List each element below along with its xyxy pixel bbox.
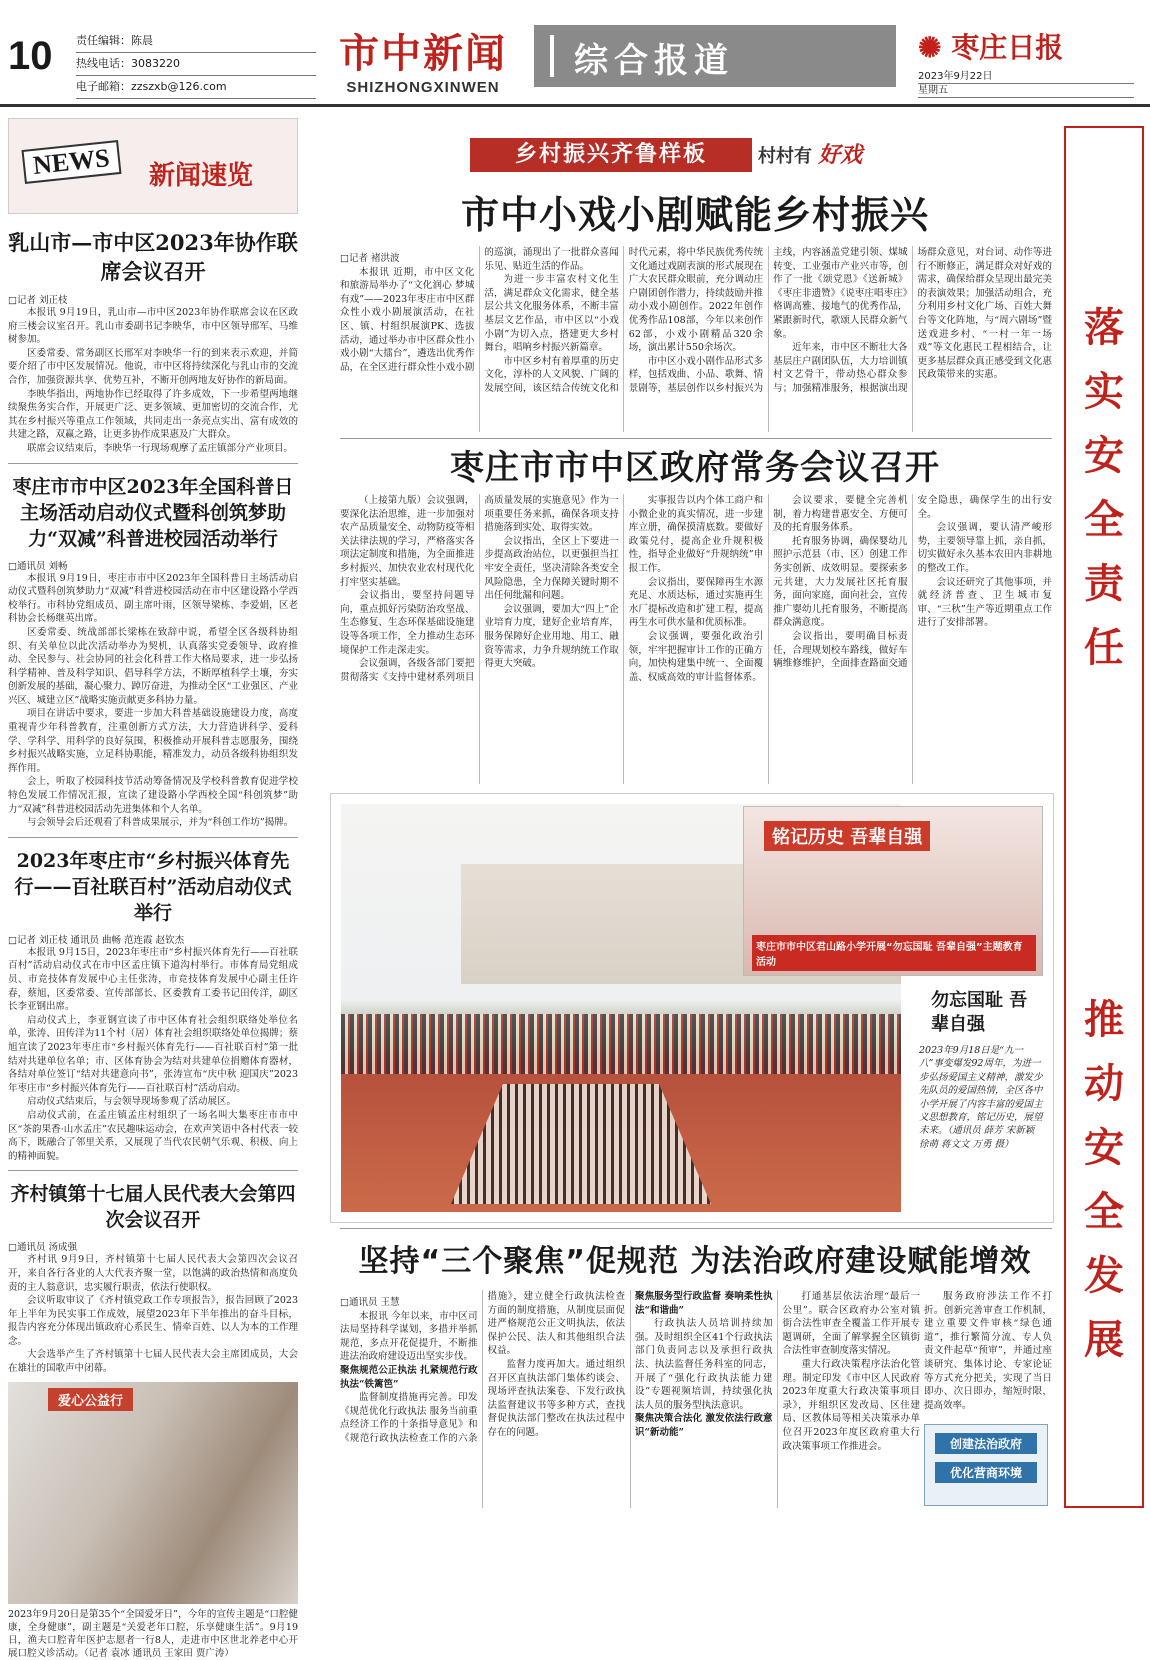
safety-slogan-bar [1064, 126, 1144, 1508]
inset-photo [743, 806, 1043, 976]
news-brief-title: 新闻速览 [149, 161, 254, 191]
news-tag: NEWS [21, 140, 121, 184]
dental-clinic-photo [8, 1382, 298, 1604]
paragraph: 齐村讯 9月9日，齐村镇第十七届人民代表大会第四次会议召开，来自各行各业的人大代表齐聚一堂，以饱满的政治热情和高度负责的主人翁意识，忠实履行职责，依法行使职权。 [8, 1254, 298, 1293]
paragraph: 本报讯 9月19日，枣庄市市中区2023年全国科普日主场活动启动仪式暨科创筑梦助力“双减”科普进校园活动在市中区建设路小学西校举行。市科协党组成员、副主席叶雨，区领导梁栋、李爱娟，区老科协会长杨继英出席。 [8, 572, 298, 625]
paragraph: 启动仪式上，李亚钢宣读了市中区体育社会组织联络处举位名单，张涛、田传洋为11个村（居）体育社会组织联络处单位揭牌；蔡旭宣读了2023年枣庄市“乡村振兴体育先行——百社联百村”第一批结对共建单位名单；市、区体育协会为结对共建单位捐赠体育器材，各结对单位签订“结对共建意向书”，张涛宣布“庆中秋 迎国庆”2023年枣庄市“乡村振兴体育先行——百社联百村”活动启动。 [8, 1014, 298, 1094]
paragraph: 联席会议结束后，李映华一行现场观摩了孟庄镇部分产业项目。 [27, 442, 294, 454]
paragraph: 会议听取审议了《齐村镇党政工作专项报告》，报告回顾了2023年上半年为民实事工作成效，展望2023年下半年推出的奋斗目标，报告内容充分体现出镇政府心系民生、情牵百姓、以人为本的工作理念。 [8, 1295, 298, 1347]
hotline-line: 热线电话：3083220 [76, 53, 316, 76]
masthead [0, 0, 1150, 110]
divider [8, 837, 298, 838]
paragraph: 会议指出，要保障再生水源充足、水质达标，通过实施再生水厂提标改造和扩建工程，提高再生水可供水量和优质标准。 [628, 576, 764, 629]
paragraph: 会议强调，要认清严峻形势，主要领导靠上抓，亲自抓，切实做好永久基本农田内非耕地的整改工作。 [917, 522, 1052, 574]
headline-story2: 枣庄市市中区政府常务会议召开 [450, 448, 940, 488]
page-number: 10 [8, 34, 53, 78]
paragraph: 会议强调，要加大“四上”企业培育力度，建好企业培育库，服务保障好企业用地、用工、融资等需求，力争升规纳统工作取得更大突破。 [484, 603, 619, 670]
paragraph: 重大行政决策程序法治化管理。制定印发《市中区人民政府2023年度重大行政决策事项目录》，并组织区发改局、区住建局、区教体局等相关决策承办单位召开2023年度区政府重大行政决策事项工作推进会。 [782, 1358, 920, 1452]
headline-story1: 市中小戏小剧赋能乡村振兴 [460, 193, 929, 237]
article-title: 齐村镇第十七届人民代表大会第四次会议召开 [10, 1183, 296, 1232]
divider [8, 1170, 298, 1171]
brand-en: SHIZHONGXINWEN [346, 79, 500, 96]
paragraph: （上接第九版）会议强调，要深化法治思维，进一步加强对农产品质量安全、动物防疫等相关法律法规的学习，严格落实各项法定制度和措施，为全面推进乡村振兴、加快农业农村现代化打牢坚实基础。 [340, 495, 475, 588]
rule-of-law-stamp [924, 1424, 1048, 1506]
paragraph: 行政执法人员培训持续加强。及时组织全区41个行政执法部门负责同志以及承担行政执法、执法监督任务科室的同志，开展了“强化行政执法能力建设”专题视频培训，持续强化执法人员的服务型执法意识。 [635, 1318, 773, 1411]
editor-line: 责任编辑：陈晨 [76, 30, 316, 53]
paragraph: 打通基层依法治理“最后一公里”。联合区政府办公室对镇街合法性审查全覆盖工作开展专题调研，全面了解掌握全区镇街合法性审查制度落实情况。 [782, 1291, 920, 1357]
paragraph: 会上，听取了校园科技节活动筹备情况及学校科普教育促进学校特色发展工作情况汇报，宣读了建设路小学西校全国“科创筑梦”助力“双减”科普进校园活动先进集体和个人名单。 [8, 776, 298, 815]
photo-caption-body: 2023年9月18日是“九一八”事变爆发92周年，为进一步弘扬爱国主义精神，激发少先队员的爱国热情，全区各中小学开展了内容丰富的爱国主义思想教育，铭记历史，展望未来。（通讯员 薛芳 宋新颖 徐萌 蒋文文 万勇 摄） [919, 1045, 1043, 1150]
masthead-rule [0, 104, 1150, 107]
paragraph: 市中区小戏小剧作品形式多样，包括戏曲、小品、歌舞、情景剧等，基层创作以乡村振兴为主线，内容涵盖党建引领、煤城转变、工业强市产业兴市等，创作了一批《颂党恩》《送新城》《枣庄非遗赞》《说枣庄唱枣庄》格调高雅、接地气的优秀作品，紧跟新时代，歌颂人民群众新气象。 [628, 247, 908, 394]
subheading: 聚焦决策合法化 激发依法行政意识“新动能” [635, 1413, 773, 1438]
paper-logo: ✺ 枣庄日报 [918, 31, 1064, 64]
paragraph: 本报讯 9月19日，乳山市—市中区2023年协作联席会议在区政府三楼会议室召开。乳山市委副书记李映华，市中区领导邢军、马维树参加。 [8, 307, 298, 346]
paragraph: 李映华指出，两地协作已经取得了许多成效，下一步希望两地继续聚焦务实合作，开展更广泛、更多领域、更加密切的交流合作，尤其在乡村振兴等重点工作领域，共同走出一条亮点实出、富有成效的共建之路，双赢之路，让更多协作成果惠及广大群众。 [8, 388, 298, 441]
paper-logo-text: 枣庄日报 [951, 31, 1064, 64]
photo-banner: 爱心公益行 [48, 1388, 133, 1411]
divider [340, 1228, 1052, 1229]
school-ceremony-photo [330, 793, 1054, 1223]
paragraph: 会议指出，要明确目标责任，合理规划校车路线，做好车辆维修维护，全面排查路面交通安全隐患，确保学生的出行安全。 [773, 495, 1052, 670]
subheading: 聚焦规范公正执法 扎紧规范行政执法“铁篱笆” [340, 1364, 478, 1390]
paragraph: 托育服务协调，确保婴幼儿照护示范县（市、区）创建工作务实创新、成效明显。要探索多元共建，大力发展社区托育服务，面向家庭，面向社会，宣传推广婴幼儿托育服务，不断提高群众满意度。 [773, 535, 908, 629]
paragraph: 服务政府涉法工作不打折。创新完善审查工作机制，建立重要文件审核“绿色通道”，推行繁简分流、专人负责文件起草“预审”，并通过座谈研究、集体讨论、专家论证等方式充分把关，实现了当日即办、次日即办，缩短时限，提高效率。 [924, 1291, 1052, 1411]
deco-pre: 村村有 [758, 146, 812, 167]
paragraph: 实事报告以内个体工商户和小微企业的真实情况，进一步建库立册，确保摸清底数。要做好政策兑付，提高企业升规积极性，指导企业做好“升规纳统”申报工作。 [628, 495, 764, 574]
email-line: 电子邮箱：zzszxb@126.com [76, 76, 316, 99]
article-title: 枣庄市市中区2023年全国科普日主场活动启动仪式暨科创筑梦助力“双减”科普进校园活动举行 [12, 475, 294, 550]
rural-revitalization-banner [470, 138, 922, 172]
paragraph: 会议指出，要坚持问题导向，重点抓好污染防治攻坚战、生态修复、生态环保基础设施建设等各项工作，全力推动生态环境保护工作走深走实。 [340, 590, 475, 656]
paragraph: 本报讯 9月15日，2023年枣庄市“乡村振兴体育先行——百社联百村”活动启动仪式在市中区孟庄镇下道沟村举行。市体育局党组成员、市竞技体育发展中心主任张涛，市竞技体育发展中心副主任许春，蔡旭，区委常委、宣传部部长、区委教育工委书记田传洋，副区长李亚钢出席。 [8, 946, 298, 1013]
date-line: 2023年9月22日 [918, 70, 1134, 84]
headline-story3: 坚持“三个聚焦”促规范 为法治政府建设赋能增效 [358, 1244, 1032, 1279]
section-title: 综合报道 [534, 25, 896, 87]
inset-banner: 枣庄市市中区君山路小学开展“勿忘国耻 吾辈自强”主题教育活动 [752, 935, 1036, 971]
news-brief-header [8, 118, 298, 214]
paragraph: 会议强调，各级各部门要把贯彻落实《支持中建材系列项目高质量发展的实施意见》作为一项重要任务来抓，确保各项支持措施落到实处、取得实效。 [340, 495, 619, 683]
stamp-line: 优化营商环境 [935, 1462, 1037, 1483]
paragraph: 大会选举产生了齐村镇第十七届人民代表大会主席团成员，大会在雄壮的国歌声中闭幕。 [8, 1349, 298, 1375]
article-body [8, 1253, 298, 1375]
story2-body [340, 494, 1052, 784]
article-body [8, 572, 298, 830]
paragraph: 会议还研究了其他事项，并就经济普查、卫生城市复审、“三秋”生产等近期重点工作进行了安排部署。 [917, 576, 1052, 629]
paragraph: 近年来，市中区不断壮大各基层庄户剧团队伍，大力培训镇村文艺骨干，带动热心群众参与；加强精准服务，根据演出现场群众意见，对台词、动作等进行不断修正，满足群众对好戏的需求，确保给群众呈现出最完美的表演效果；加强活动组合，充分利用乡村文化广场、百姓大舞台等文化阵地，与“周六剧场”暨送戏进乡村、“一村一年一场戏”等文化惠民工程相结合，让更多基层群众真正感受到文化惠民政策带来的实惠。 [773, 247, 1052, 394]
article-byline: □通讯员 王慧 [340, 1297, 400, 1308]
article-byline: □记者 刘正枝 [8, 295, 68, 306]
banner-deco [758, 138, 922, 172]
photo-caption-title: 勿忘国耻 吾辈自强 [931, 990, 1028, 1035]
article-byline: □记者 褚洪波 [340, 253, 400, 264]
paragraph: 监督制度措施再完善。印发《规范优化行政执法 服务当前重点经济工作的十条指导意见》和《规范行政执法检查工作的六条措施》，建立健全行政执法检查方面的制度措施，从制度层面促进严格规范公正文明执法，依法保护公民、法人和其他组织合法权益。 [340, 1291, 625, 1444]
story3-body-end [924, 1290, 1052, 1420]
weekday-line: 星期五 [918, 84, 1134, 98]
paragraph: 为进一步丰富农村文化生活，满足群众文化需求，健全基层公共文化服务体系，不断丰富基层文艺作品，市中区以“小戏小剧”为切入点，搭建更大乡村舞台，唱响乡村振兴新篇章。 [484, 274, 619, 354]
paragraph: 区委常委、常务副区长邢军对李映华一行的到来表示欢迎，并简要介绍了市中区发展情况。他说，市中区将持续深化与乳山市的交流合作，加强资源共享、优势互补，不断开创两地友好协作的新局面。 [8, 347, 298, 386]
article-body [8, 946, 298, 1164]
divider [340, 438, 1052, 439]
news-brief-column [8, 118, 298, 1660]
paragraph: 项目在讲话中要求，要进一步加大科普基础设施建设力度，高度重视青少年科普教育，注重创新方式方法，大力营造讲科学、爱科学、学科学、用科学的良好氛围，积极推动开展科普志愿服务，围绕乡村振兴战略实施，立足科协职能，精准发力，动员各级科协组织发挥作用。 [8, 708, 298, 774]
article-title: 乳山市—市中区2023年协作联席会议召开 [8, 230, 298, 284]
article-byline: □通讯员 汤成强 [8, 1242, 77, 1254]
photo-marchers [451, 1084, 711, 1204]
banner-label: 乡村振兴齐鲁样板 [470, 138, 752, 172]
paragraph: 区委常委、统战部部长梁栋在致辞中说，希望全区各级科协组织、有关单位以此次活动举办为契机，认真落实党委领导、政府推动、全民参与、社会协同的社会化科普工作大格局要求，进一步弘扬科学精神、普及科学知识、倡导科学方法，不断厚植科学土壤，夯实创新发展的基础，凝心聚力、踔厉奋进，为推动全区“工业强区、产业兴区、城建立区”战略实施贡献更多科协力量。 [8, 626, 298, 706]
page-meta [76, 30, 316, 99]
subheading: 聚焦服务型行政监督 奏响柔性执法“和谐曲” [635, 1291, 773, 1316]
divider [8, 463, 298, 464]
article-title: 2023年枣庄市“乡村振兴体育先行——百社联百村”活动启动仪式举行 [14, 849, 292, 924]
slogan-part1: 落实安全责任 [1084, 305, 1124, 671]
paragraph: 本报讯 近期，市中区文化和旅游局举办了“文化润心 梦城有戏”——2023年枣庄市中区群众性小戏小剧展演活动，在社区、镇、村组织展演PK、选拔活动，通过举办市中区群众性小戏小剧“大擂台”，遴选出优秀作品，在全区进行群众性小戏小剧的巡演，涌现出了一批群众喜闻乐见、贴近生活的作品。 [340, 247, 619, 373]
paragraph: 会议要求，要健全完善机制，着力构建普惠安全、方便可及的托育服务体系。 [773, 495, 908, 534]
paragraph: 会议指出，全区上下要进一步提高政治站位，以更强担当扛牢安全责任，坚决清除各类安全风险隐患，全力保障关键时期不出任何纰漏和问题。 [484, 535, 619, 602]
paragraph: 与会领导会后还观看了科普成果展示，并为“科创工作坊”揭牌。 [27, 817, 294, 829]
paper-date [918, 70, 1134, 98]
paragraph: 会议强调，要强化政治引领，牢牢把握审计工作的正确方向，加快构建集中统一、全面覆盖、权威高效的审计监督体系。 [628, 630, 764, 683]
brand-cn: 市中新闻 [339, 30, 507, 77]
photo-crowd [341, 1014, 901, 1074]
paragraph: 市中区乡村有着厚重的历史文化，淳朴的人文风貌、广阔的发展空间，该区结合传统文化和时代元素，将中华民族优秀传统文化通过戏剧表演的形式展现在广大农民群众眼前，充分调动庄户剧团创作潜力，持续鼓励并推动小戏小剧创作。2022年创作优秀作品108部，今年以来创作62部，小戏小剧精品320余场，演出累计550余场次。 [484, 247, 764, 394]
deco-main: 好戏 [818, 142, 863, 168]
article-body [8, 306, 298, 456]
photo-caption: 2023年9月20日是第35个“全国爱牙日”，今年的宣传主题是“口腔健康，全身健康”，副主题是“关爱老年口腔，乐享健康生活”。9月19日，渔夫口腔青年医护志愿者一行8人，走进市中区世北养老中心开展口腔义诊活动。（记者 袁冰 通讯员 王家田 贾广涛） [8, 1608, 298, 1659]
article-byline: □通讯员 刘畅 [8, 560, 68, 572]
slogan-part2: 推动安全发展 [1084, 997, 1124, 1363]
inset-wall-text: 铭记历史 吾辈自强 [764, 821, 930, 851]
brand-logo [328, 22, 518, 96]
paragraph: 监督力度再加大。通过组织召开区直执法部门集体约谈会、现场评查执法案卷、下发行政执法监督建议书等多种方式，查找督促执法部门整改在执法过程中存在的问题。 [487, 1358, 625, 1438]
paragraph: 启动仪式前，在孟庄镇孟庄村组织了一场名叫大集枣庄市市中区“茶韵果香·山水孟庄”农民趣味运动会，在欢声笑语中各村代表一较高下，既融合了邻里关系，又展现了当代农民朝气乐观、积极、向上的精神面貌。 [8, 1109, 298, 1162]
stamp-line: 创建法治政府 [935, 1433, 1037, 1454]
story3-body [340, 1290, 920, 1508]
article-byline: □记者 刘正枝 通讯员 曲畅 范连霞 赵钦杰 [8, 934, 185, 946]
paragraph: 启动仪式结束后，与会领导现场参观了活动展区。 [27, 1096, 237, 1108]
paragraph: 本报讯 今年以来，市中区司法局坚持科学谋划，多措并举抓规范，多点开花促提升，不断推进法治政府建设迈出坚实步伐。 [340, 1310, 478, 1363]
story1-body [340, 246, 1052, 432]
